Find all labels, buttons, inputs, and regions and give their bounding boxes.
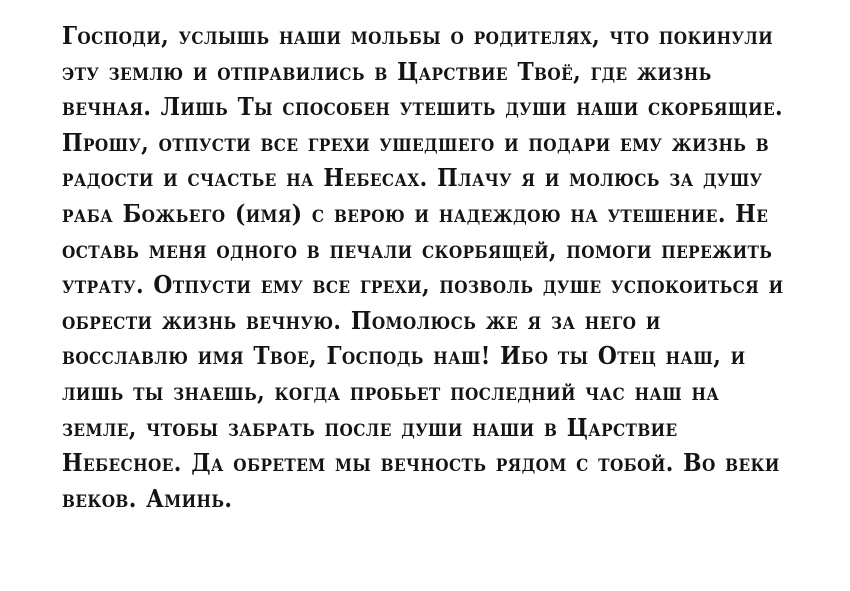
prayer-text-body: Господи, услышь наши мольбы о родителях, что покинули эту землю и отправились в Царствие Твоё, где жизнь вечная. Лишь Ты способен утешить души наши скорбящие. Прошу, отпусти все грехи ушедшего и подари ему жизнь в радости и счастье на Небесах. Плачу я и молюсь за душу раба Божьего (имя) с верою и надеждою на утешение. Не оставь меня одного в печали скорбящей, помоги пережить утрату. Отпусти ему все грехи, позволь душе успокоиться и обрести жизнь вечную. Помолюсь же я за него и восславлю имя Твое, Господь наш! Ибо ты Отец наш, и лишь ты знаешь, когда пробьет последний час наш на земле, чтобы забрать после души наши в Царствие Небесное. Да обретем мы вечность рядом с тобой. Во веки веков. Аминь. (62, 21, 793, 513)
